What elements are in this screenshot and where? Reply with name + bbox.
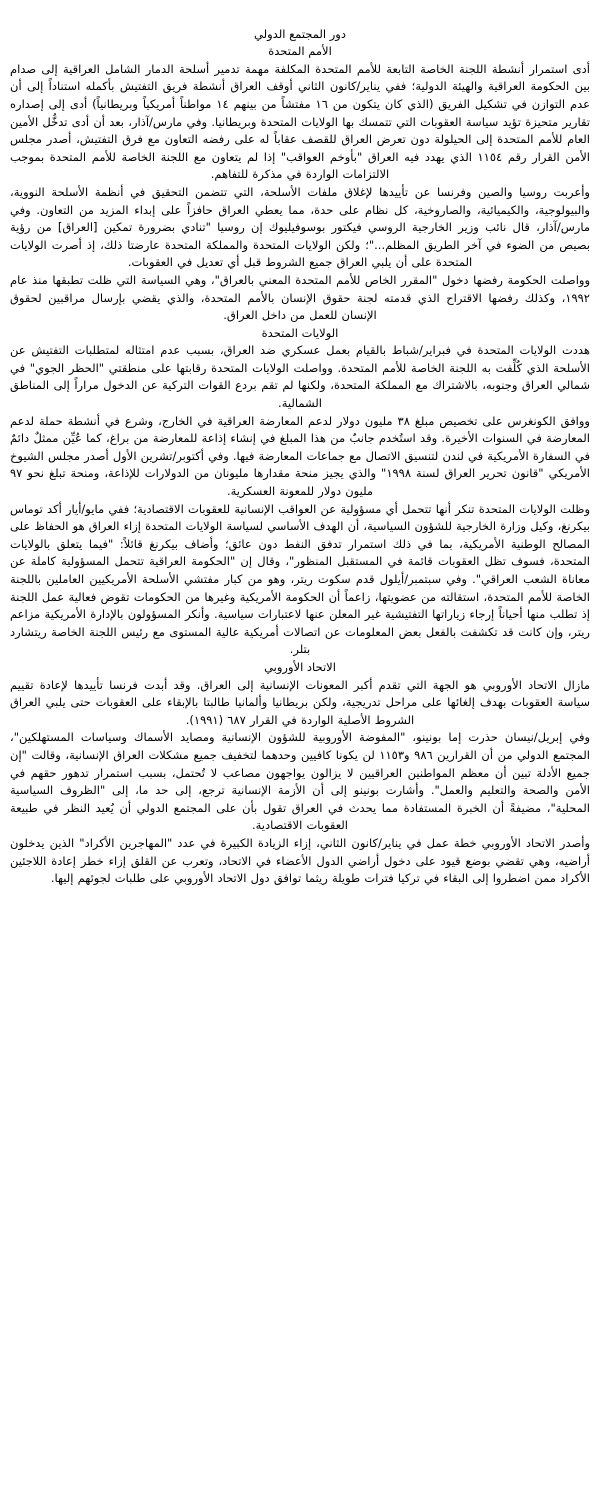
paragraph-un-2: وأعربت روسيا والصين وفرنسا عن تأييدها لإغلاق ملفات الأسلحة، التي تتضمن التحقيق في أنظمة الأسلحة النووية، والبيولوجية، والكيميائية، والصاروخية، كل نظام على حدة، مما يعطي العراق حافزاً على إبداء المزيد من التعاون. وفي مارس/آذار، قال نائب وزير الخارجية الروسي فيكتور بوسوفيليوك إن روسيا "تنادي بضرورة تمكين [العراق] من رؤية بصيص من الضوء في آخر الطريق المظلم..."؛ ولكن الولايات المتحدة والمملكة المتحدة عارضتا ذلك، إذ أصرت الولايات المتحدة على أن يلبي العراق جميع الشروط قبل أي تعديل في العقوبات.: [10, 184, 590, 270]
paragraph-us-1: هددت الولايات المتحدة في فبراير/شباط بالقيام بعمل عسكري ضد العراق، بسبب عدم امتثاله لمتطلبات التفتيش عن الأسلحة الذي كُلِّفت به اللجنة الخاصة للأمم المتحدة. وواصلت الولايات المتحدة رقابتها على منطقتي "الحظر الجوي" في شمالي العراق وجنوبه، بالاشتراك مع المملكة المتحدة، ولكنها لم تقم بردع القوات التركية عن الدخول مراراً إلى المناطق الشمالية.: [10, 343, 590, 411]
paragraph-eu-3: وأصدر الاتحاد الأوروبي خطة عمل في يناير/كانون الثاني، إزاء الزيادة الكبيرة في عدد "المهاجرين الأكراد" الذين يدخلون أراضيه، وهي تقضي بوضع قيود على دخول أراضي الدول الأعضاء في الاتحاد، وتعرب عن القلق إزاء خطر إعادة اللاجئين الأكراد ممن اضطروا إلى البقاء في تركيا فترات طويلة ريثما توافق دول الاتحاد الأوروبي على طلبات لجوئهم إليها.: [10, 835, 590, 886]
section-heading-united-nations: الأمم المتحدة: [268, 44, 332, 59]
paragraph-us-2: ووافق الكونغرس على تخصيص مبلغ ٣٨ مليون دولار لدعم المعارضة العراقية في الخارج، وشرع في أنشطة حملة لدعم المعارضة في السنوات الأخيرة. وقد استُخدم جانبٌ من هذا المبلغ في إنشاء إذاعة للمعارضة من براغ، كما عُيِّن ممثلٌ دائمٌ في السفارة الأمريكية في لندن لتنسيق الاتصال مع جماعات المعارضة فيها. وفي أكتوبر/تشرين الأول أصدر مجلس الشيوخ الأمريكي "قانون تحرير العراق لسنة ١٩٩٨" والذي يجيز منحة مقدارها مليونان من الدولارات للإذاعة، ومنحة تبلغ نحو ٩٧ مليون دولار للمعونة العسكرية.: [10, 413, 590, 499]
page-title: دور المجتمع الدولي: [254, 26, 346, 41]
top-spacer: [10, 8, 590, 26]
paragraph-eu-1: مازال الاتحاد الأوروبي هو الجهة التي تقدم أكبر المعونات الإنسانية إلى العراق. وقد أبدت فرنسا تأييدها لإعادة تقييم سياسة العقوبات بهدف إلغائها على مراحل تدريجية، ولكن بريطانيا وألمانيا طالبتا بالإبقاء على العقوبات حتى يلبي العراق الشروط الأصلية الواردة في القرار ٦٨٧ (١٩٩١).: [10, 677, 590, 727]
section-heading-european-union: الاتحاد الأوروبي: [264, 659, 336, 674]
paragraph-un-3: وواصلت الحكومة رفضها دخول "المقرر الخاص للأمم المتحدة المعني بالعراق"، وهي السياسة التي ظلت تطبقها منذ عام ١٩٩٢، وكذلك رفضها الاقتراح الذي قدمته لجنة حقوق الإنسان بالأمم المتحدة، والذي يقضي بإرسال مراقبين لحقوق الإنسان للعمل من داخل العراق.: [10, 272, 590, 323]
paragraph-us-3: وظلت الولايات المتحدة تنكر أنها تتحمل أي مسؤولية عن العواقب الإنسانية للعقوبات الاقتصادية؛ ففي مايو/أيار أكد توماس بيكرنغ، وكيل وزارة الخارجية للشؤون السياسية، أن الهدف الأساسي لسياسة الولايات المتحدة إزاء العراق هو الحفاظ على المصالح الوطنية الأمريكية، بما في ذلك استمرار تدفق النفط دون عائق؛ وأضاف بيكرنغ قائلاً: "فيما يتعلق بالولايات المتحدة، فسوف تظل العقوبات قائمة في المستقبل المنظور"، وقال إن "الحكومة العراقية تتحمل المسؤولية كاملة عن معاناة الشعب العراقي". وفي سبتمبر/أيلول قدم سكوت ريتر، وهو من كبار مفتشي الأسلحة الأمريكيين العاملين باللجنة الخاصة للأمم المتحدة، استقالته من عضويتها، زاعماً أن الحكومة الأمريكية وغيرها من الحكومات تقوض فعالية عمل اللجنة إذ تطلب منها أحياناً إرجاء زياراتها التفتيشية غير المعلن عنها لاعتبارات سياسية. وأنكر المسؤولون بالإدارة الأمريكية مزاعم ريتر، وإن كانت قد تكشفت بالفعل بعض المعلومات عن اتصالات أمريكية عالية المستوى مع رئيس اللجنة الخاصة ريتشارد بتلر.: [9, 501, 590, 657]
paragraph-eu-2: وفي إبريل/نيسان حذرت إما بونينو، "المفوضة الأوروبية للشؤون الإنسانية ومصايد الأسماك وسياسات المستهلكين"، المجتمع الدولي من أن القرارين ٩٨٦ و١١٥٣ لن يكونا كافيين وحدهما لتخفيف جميع مشكلات العراق الإنسانية، وقالت "إن جميع الأدلة تبين أن معظم المواطنين العراقيين لا يزالون يواجهون مصاعب لا تُحتمل، بسبب استمرار تدهور حقهم في الأمن والصحة والتعليم والعمل". وأشارت بونينو إلى أن الأزمة الإنسانية ترجع، إلى حد ما، إلى "الظروف السياسية المحلية"، مضيفةً أن الخبرة المستفادة مما يحدث في العراق تقول بأن على المجتمع الدولي أن يُعيد النظر في طبيعة العقوبات الاقتصادية.: [10, 730, 590, 833]
section-heading-united-states: الولايات المتحدة: [261, 325, 339, 340]
paragraph-un-1: أدى استمرار أنشطة اللجنة الخاصة التابعة للأمم المتحدة المكلفة مهمة تدمير أسلحة الدمار الشامل العراقية إلى صدام بين الحكومة العراقية والهيئة الدولية؛ ففي يناير/كانون الثاني أوقف العراق أنشطة فريق التفتيش بأكمله استناداً إلى أن عدم التوازن في تشكيل الفريق (الذي كان يتكون من ١٦ مفتشاً من بينهم ١٤ مواطناً أمريكياً وبريطانياً) أدى إلى إصداره تقارير متحيزة تؤيد سياسة العقوبات التي تتمسك بها الولايات المتحدة وبريطانيا. وفي مارس/آذار، بعد أن أدى تدخُّل الأمين العام للأمم المتحدة إلى الحيلولة دون تعرض العراق للقصف عقاباً له على رفضه التعاون مع فرق التفتيش، أصدر مجلس الأمن القرار رقم ١١٥٤ الذي يهدد فيه العراق "بأوخم العواقب" إذا لم يتعاون مع اللجنة الخاصة للأمم المتحدة بموجب الالتزامات الواردة في مذكرة للتفاهم.: [10, 61, 591, 182]
